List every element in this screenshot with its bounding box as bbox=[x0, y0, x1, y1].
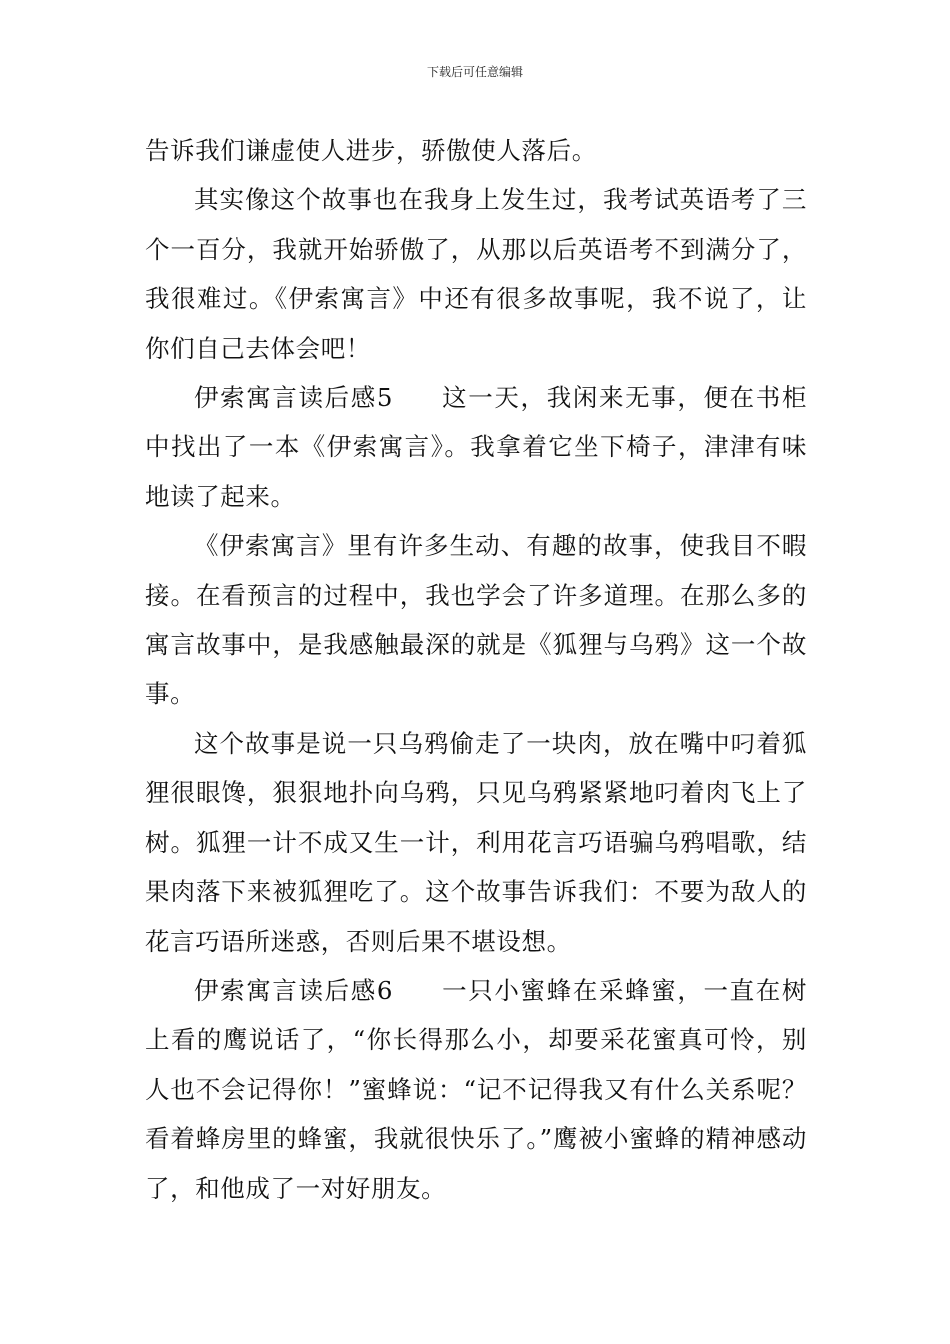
paragraph-4 bbox=[145, 521, 807, 719]
document-body bbox=[145, 126, 807, 1213]
paragraph-1-text: 告诉我们谦虚使人进步，骄傲使人落后。 bbox=[145, 136, 597, 165]
paragraph-5 bbox=[145, 719, 807, 966]
section-heading-6: 伊索寓言读后感6 bbox=[194, 975, 394, 1005]
paragraph-5-text: 这个故事是说一只乌鸦偷走了一块肉，放在嘴中叼着狐狸很眼馋，狠狠地扑向乌鸦，只见乌鸦紧紧地叼着肉飞上了树。狐狸一计不成又生一计，利用花言巧语骗乌鸦唱歌，结果肉落下来被狐狸吃了。这个故事告诉我们：不要为敌人的花言巧语所迷惑，否则后果不堪设想。 bbox=[145, 728, 807, 956]
paragraph-2 bbox=[145, 175, 807, 373]
paragraph-6 bbox=[145, 966, 807, 1213]
paragraph-2-text: 其实像这个故事也在我身上发生过，我考试英语考了三个一百分，我就开始骄傲了，从那以后英语考不到满分了，我很难过。《伊索寓言》中还有很多故事呢，我不说了，让你们自己去体会吧！ bbox=[145, 185, 807, 363]
paragraph-3-text: 这一天，我闲来无事，便在书柜中找出了一本《伊索寓言》。我拿着它坐下椅子，津津有味地读了起来。 bbox=[145, 383, 807, 511]
paragraph-4-text: 《伊索寓言》里有许多生动、有趣的故事，使我目不暇接。在看预言的过程中，我也学会了许多道理。在那么多的寓言故事中，是我感触最深的就是《狐狸与乌鸦》这一个故事。 bbox=[145, 531, 807, 709]
paragraph-3 bbox=[145, 373, 807, 521]
paragraph-1 bbox=[145, 126, 807, 175]
page-header-note: 下载后可任意编辑 bbox=[426, 65, 523, 79]
section-heading-5: 伊索寓言读后感5 bbox=[194, 383, 394, 413]
paragraph-6-text: 一只小蜜蜂在采蜂蜜，一直在树上看的鹰说话了，“你长得那么小，却要采花蜜真可怜，别人也不会记得你！”蜜蜂说：“记不记得我又有什么关系呢？看着蜂房里的蜂蜜，我就很快乐了。”鹰被小蜜蜂的精神感动了，和他成了一对好朋友。 bbox=[145, 975, 807, 1203]
